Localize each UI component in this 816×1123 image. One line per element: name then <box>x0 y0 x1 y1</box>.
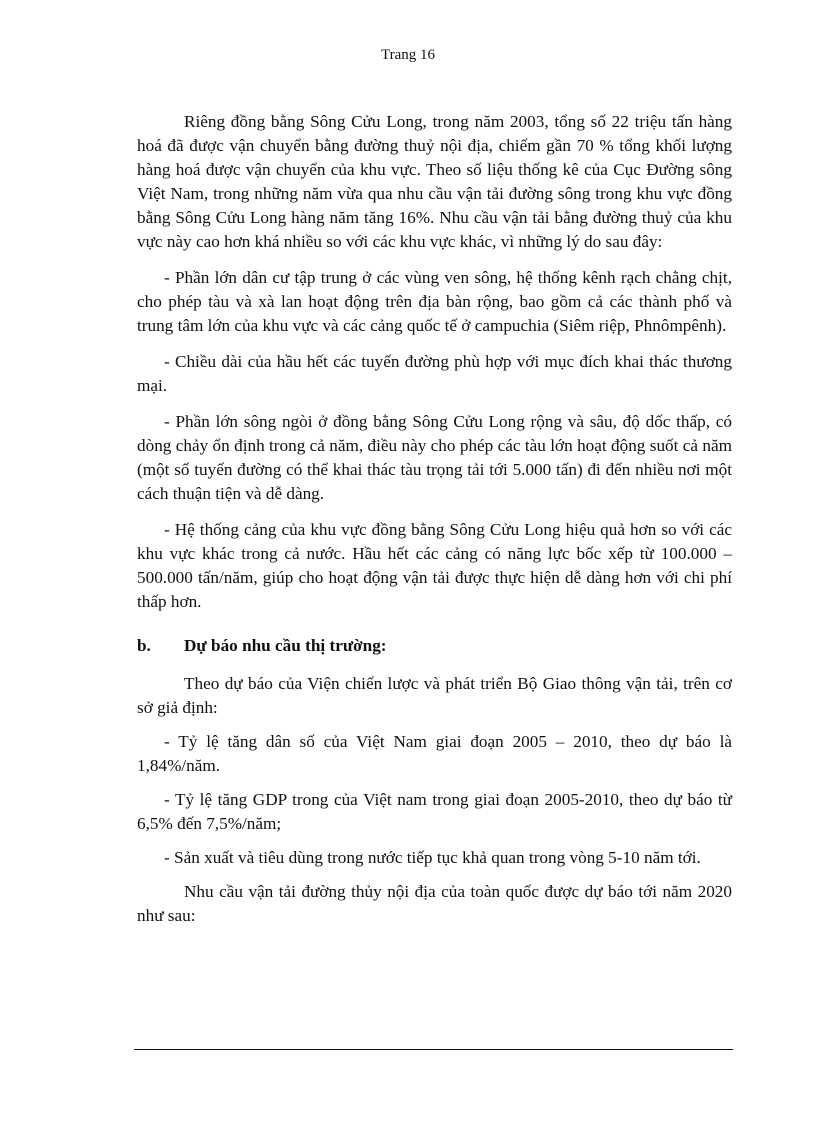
reason-item: - Phần lớn dân cư tập trung ở các vùng ven sông, hệ thống kênh rạch chằng chịt, cho phép tàu và xà lan hoạt động trên địa bàn rộng, bao gồm cả các thành phố và trung tâm lớn của khu vực và các cảng quốc tế ở campuchia (Siêm riệp, Phnômpênh). <box>137 268 732 335</box>
footer-divider <box>134 1049 733 1050</box>
assumption-item: - Tỷ lệ tăng dân số của Việt Nam giai đoạn 2005 – 2010, theo dự báo là 1,84%/năm. <box>137 732 732 775</box>
closing-paragraph: Nhu cầu vận tải đường thủy nội địa của toàn quốc được dự báo tới năm 2020 như sau: <box>137 882 732 925</box>
section-heading <box>137 634 732 658</box>
intro-paragraph: Riêng đồng bằng Sông Cửu Long, trong năm 2003, tổng số 22 triệu tấn hàng hoá đã được vận chuyển bằng đường thuỷ nội địa, chiếm gần 70 % tổng khối lượng hàng hoá được vận chuyển của khu vực. Theo số liệu thống kê của Cục Đường sông Việt Nam, trong những năm vừa qua nhu cầu vận tải đường sông trong khu vực đồng bằng Sông Cửu Long hàng năm tăng 16%. Nhu cầu vận tải bằng đường thuỷ của khu vực này cao hơn khá nhiều so với các khu vực khác, vì những lý do sau đây: <box>137 112 732 251</box>
assumption-item: - Sản xuất và tiêu dùng trong nước tiếp tục khả quan trong vòng 5-10 năm tới. <box>164 848 701 867</box>
assumption-item: - Tỷ lệ tăng GDP trong của Việt nam trong giai đoạn 2005-2010, theo dự báo từ 6,5% đến 7,5%/năm; <box>137 790 732 833</box>
section-letter: b. <box>137 636 151 655</box>
section-title: Dự báo nhu cầu thị trường: <box>184 636 387 655</box>
reason-item: - Hệ thống cảng của khu vực đồng bằng Sông Cửu Long hiệu quả hơn so với các khu vực khác trong cả nước. Hầu hết các cảng có năng lực bốc xếp từ 100.000 – 500.000 tấn/năm, giúp cho hoạt động vận tải được thực hiện dễ dàng hơn với chi phí thấp hơn. <box>137 520 732 611</box>
reason-item: - Phần lớn sông ngòi ở đồng bằng Sông Cửu Long rộng và sâu, độ dốc thấp, có dòng chảy ổn định trong cả năm, điều này cho phép các tàu lớn hoạt động suốt cả năm (một số tuyến đường có thể khai thác tàu trọng tải tới 5.000 tấn) đi đến nhiều nơi một cách thuận tiện và dễ dàng. <box>137 412 732 503</box>
page-number: Trang 16 <box>380 47 436 63</box>
forecast-intro-paragraph: Theo dự báo của Viện chiến lược và phát triển Bộ Giao thông vận tải, trên cơ sở giả định: <box>137 674 732 717</box>
document-body <box>137 110 732 928</box>
reason-item: - Chiều dài của hầu hết các tuyến đường phù hợp với mục đích khai thác thương mại. <box>137 352 732 395</box>
